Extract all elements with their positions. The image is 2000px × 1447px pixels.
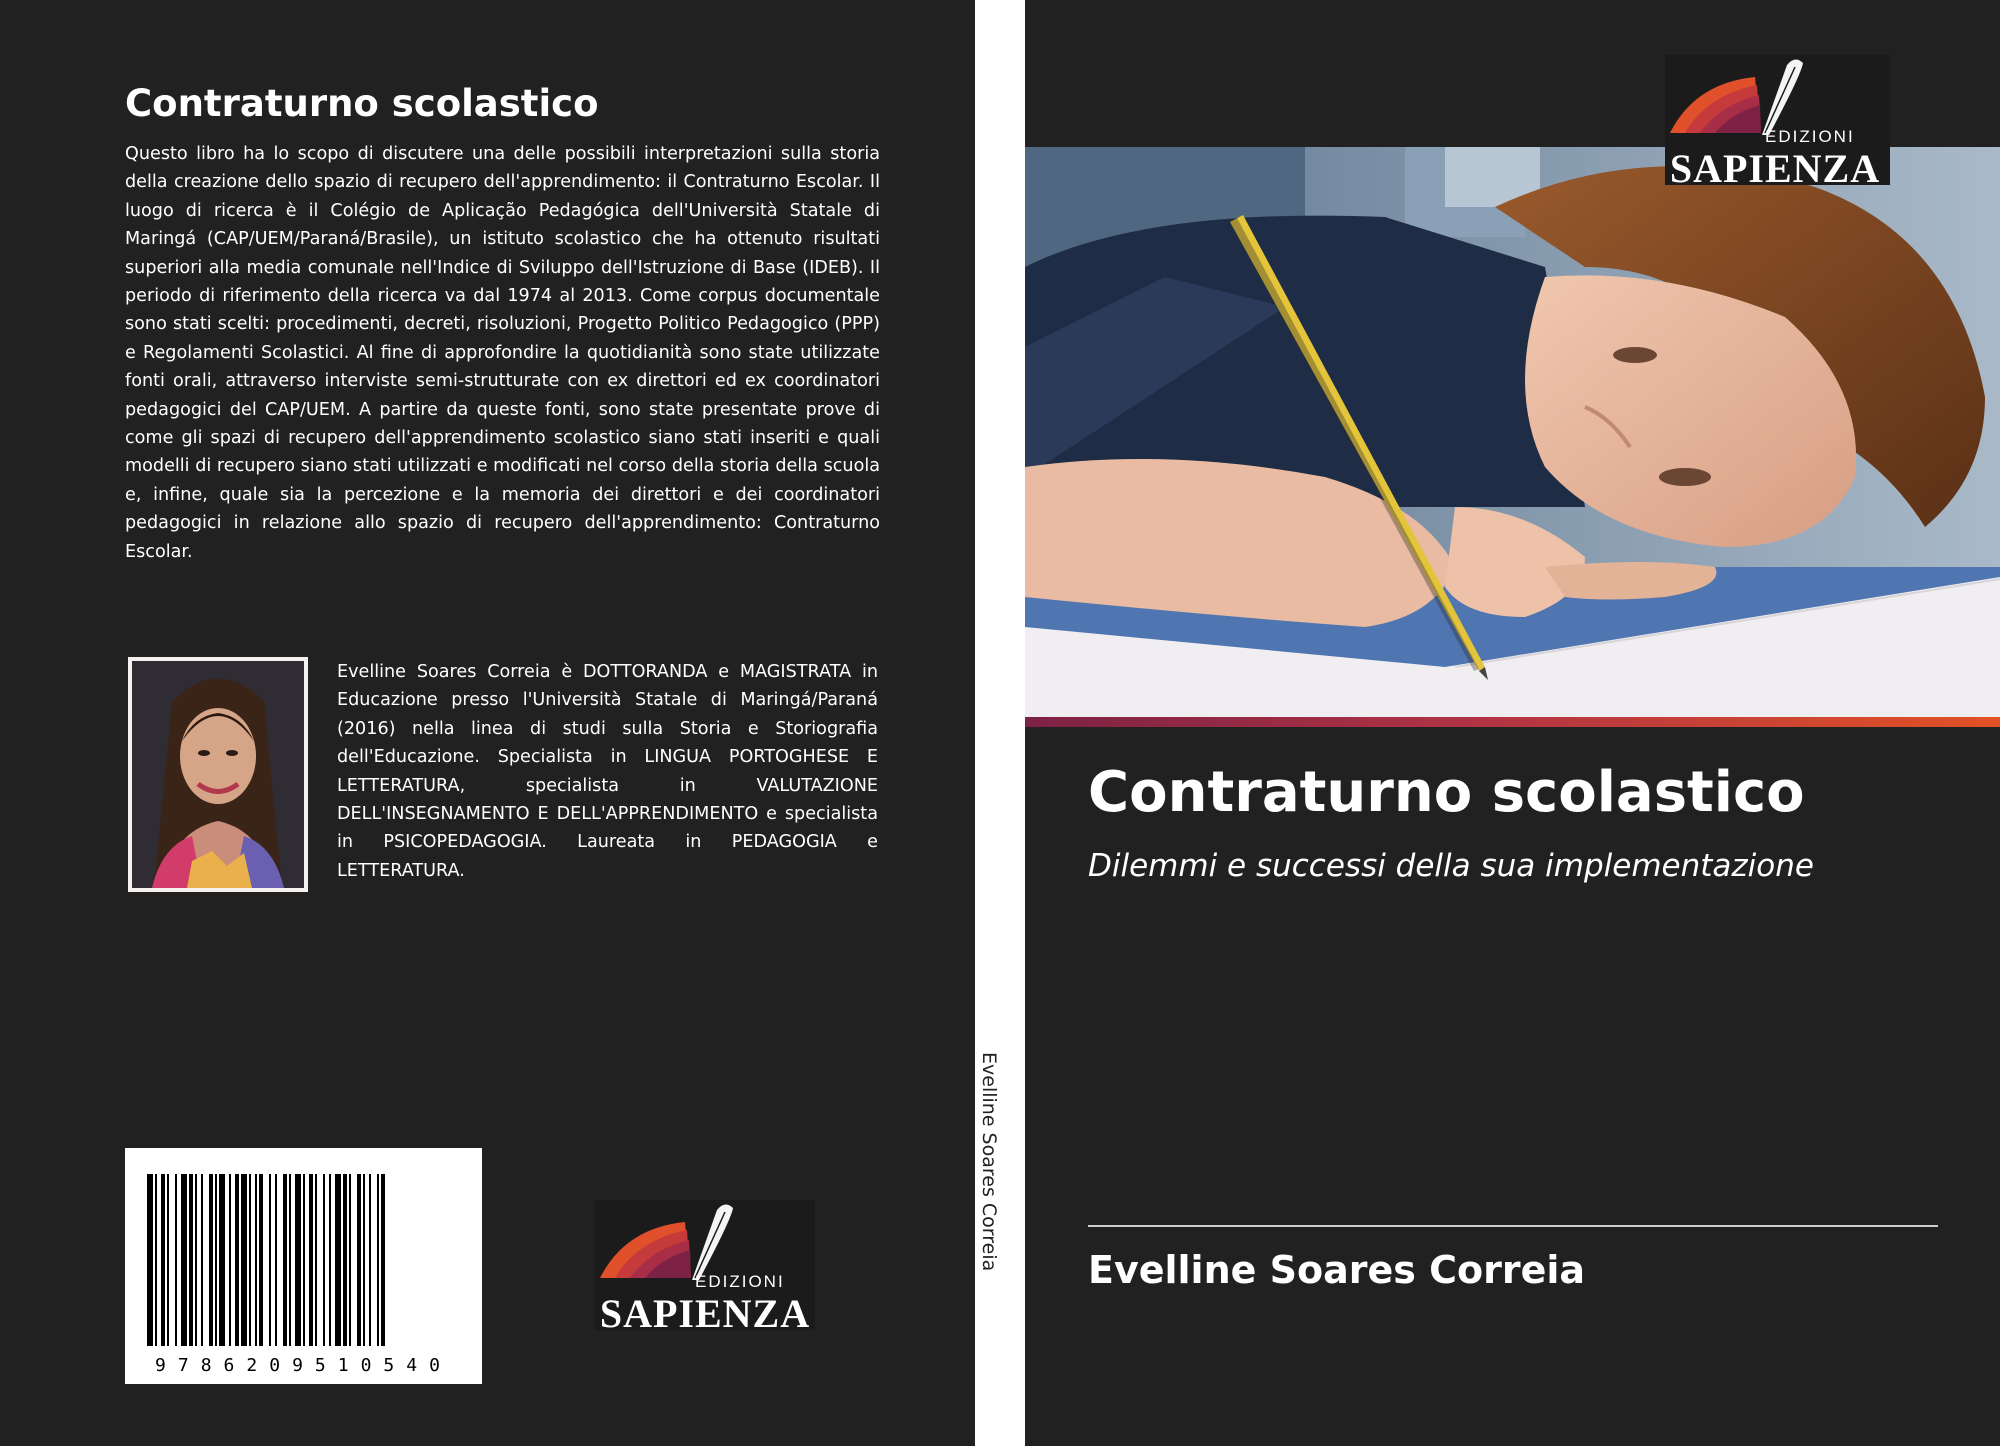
barcode-bar <box>201 1174 203 1346</box>
barcode-bar <box>381 1174 385 1346</box>
author-portrait-icon <box>132 661 304 888</box>
front-cover-title: Contraturno scolastico <box>1088 760 1805 825</box>
publisher-line1: EDIZIONI <box>1765 127 1855 146</box>
author-photo <box>128 657 308 892</box>
barcode-bar <box>343 1174 347 1346</box>
barcode-bar <box>215 1174 217 1346</box>
publisher-line1: EDIZIONI <box>695 1272 785 1291</box>
cover-photo <box>1025 147 2000 717</box>
barcode-bar <box>259 1174 263 1346</box>
front-cover-subtitle: Dilemmi e successi della sua implementazione <box>1088 848 1814 884</box>
barcode-bar <box>147 1174 153 1346</box>
barcode-bar <box>161 1174 165 1346</box>
barcode-bar <box>241 1174 247 1346</box>
barcode-bar <box>195 1174 197 1346</box>
barcode-bar <box>357 1174 361 1346</box>
barcode-bar <box>315 1174 317 1346</box>
barcode-bar <box>175 1174 177 1346</box>
publisher-line2: SAPIENZA <box>1669 146 1881 191</box>
front-cover-divider <box>1088 1225 1938 1227</box>
spine-author: Evelline Soares Correia <box>978 1052 1000 1272</box>
barcode-bar <box>229 1174 231 1346</box>
barcode-bar <box>289 1174 291 1346</box>
barcode-bar <box>323 1174 325 1346</box>
publisher-line2: SAPIENZA <box>599 1291 811 1336</box>
barcode-bar <box>181 1174 187 1346</box>
back-cover-blurb: Questo libro ha lo scopo di discutere una delle possibili interpretazioni sulla storia della creazione dello spazio di recupero dell'apprendimento: il Contraturno Escolar. Il luogo di ricerca è il Colégio de Aplicação Pedagógica dell'Università Statale di Maringá (CAP/UEM/Paraná/Brasile), un istituto scolastico che ha ottenuto risultati superiori alla media comunale nell'Indice di Sviluppo dell'Istruzione di Base (IDEB). Il periodo di riferimento della ricerca va dal 1974 al 2013. Come corpus documentale sono stati scelti: procedimenti, decreti, risoluzioni, Progetto Politico Pedagogico (PPP) e Regolamenti Scolastici. Al fine di approfondire la quotidianità sono state utilizzate fonti orali, attraverso interviste semi-strutturate con ex direttori ed ex coordinatori pedagogici del CAP/UEM. A partire da queste fonti, sono state presentate prove di come gli spazi di recupero dell'apprendimento scolastico siano stati inseriti e quali modelli di recupero siano stati utilizzati e modificati nel corso della storia della scuola e, infine, quale sia la percezione e la memoria dei direttori e dei coordinatori pedagogici in relazione allo spazio di recupero dell'apprendimento: Contraturno Escolar. <box>125 144 880 562</box>
barcode-bar <box>363 1174 365 1346</box>
barcode-bar <box>329 1174 331 1346</box>
isbn-number: 9786209510540 <box>155 1355 452 1376</box>
barcode-bar <box>269 1174 271 1346</box>
front-cover-author: Evelline Soares Correia <box>1088 1248 1586 1292</box>
barcode-bar <box>155 1174 157 1346</box>
author-bio: Evelline Soares Correia è DOTTORANDA e MAGISTRATA in Educazione presso l'Università Statale di Maringá/Paraná (2016) nella linea di studi sulla Storia e Storiografia dell'Educazione. Specialista in LINGUA PORTOGHESE E LETTERATURA, specialista in VALUTAZIONE DELL'INSEGNAMENTO E DELL'APPRENDIMENTO e specialista in PSICOPEDAGOGIA. Laureata in PEDAGOGIA e LETTERATURA. <box>337 662 878 881</box>
cover-accent-bar <box>1025 717 2000 727</box>
publisher-logo-back <box>595 1200 815 1336</box>
barcode-bar <box>377 1174 379 1346</box>
back-cover-title: Contraturno scolastico <box>125 82 599 125</box>
barcode-bar <box>249 1174 251 1346</box>
barcode-bar <box>209 1174 213 1346</box>
barcode-bar <box>349 1174 351 1346</box>
barcode-bar <box>235 1174 239 1346</box>
barcode-bar <box>295 1174 301 1346</box>
child-writing-photo-icon <box>1025 147 2000 717</box>
barcode-bar <box>189 1174 193 1346</box>
barcode-bars <box>125 1148 482 1348</box>
publisher-logo-front <box>1665 55 1890 191</box>
barcode-bar <box>303 1174 305 1346</box>
barcode-bar <box>219 1174 225 1346</box>
barcode-bar <box>309 1174 313 1346</box>
barcode-bar <box>255 1174 257 1346</box>
barcode-bar <box>335 1174 341 1346</box>
barcode-bar <box>283 1174 287 1346</box>
barcode-bar <box>167 1174 169 1346</box>
barcode-bar <box>369 1174 371 1346</box>
barcode-bar <box>275 1174 277 1346</box>
isbn-barcode <box>125 1148 482 1384</box>
